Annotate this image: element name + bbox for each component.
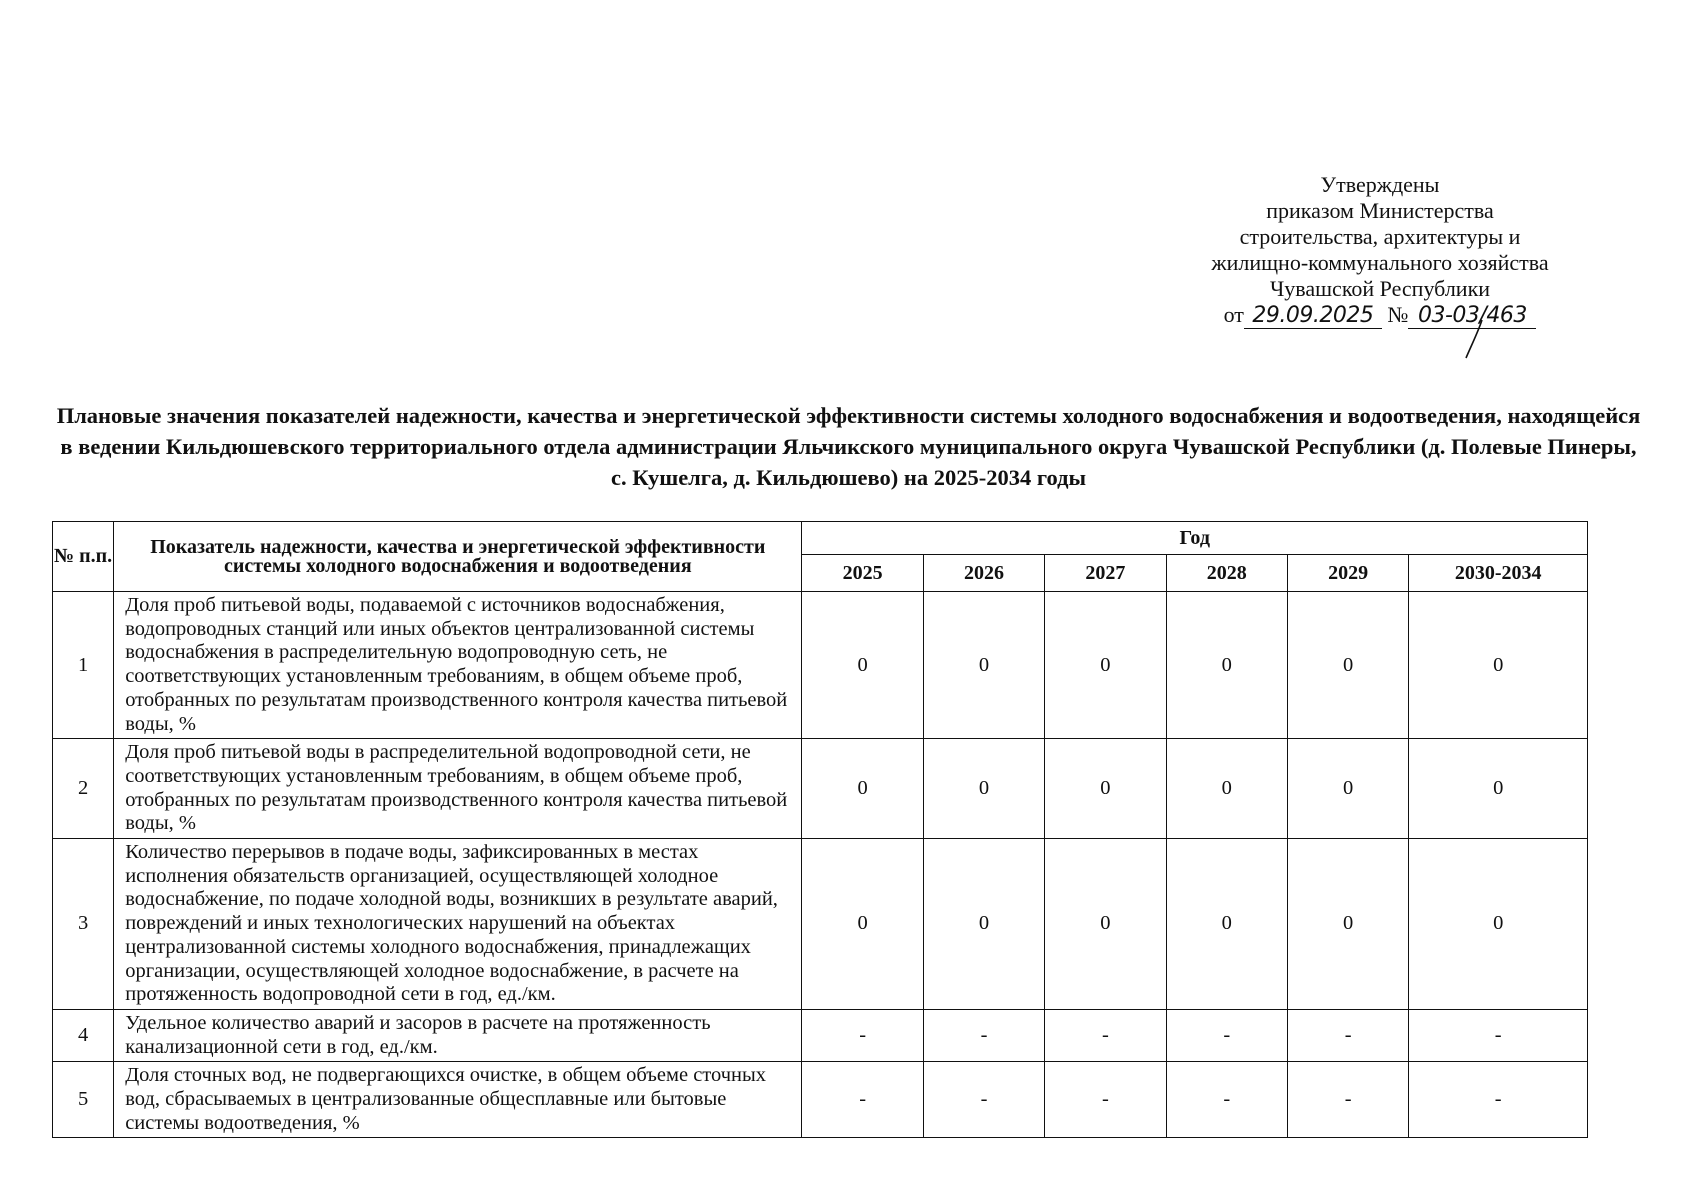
value-cell: - [802,1062,923,1138]
value-cell: 0 [1409,592,1588,739]
year-header: 2028 [1166,555,1287,592]
header-indicator: Показатель надежности, качества и энергетической эффективности системы холодного водоснабжения и водоотведения [114,522,802,592]
number-prefix: № [1387,302,1409,327]
year-header: 2025 [802,555,923,592]
indicators-table [52,521,1588,1138]
indicator-cell: Доля проб питьевой воды, подаваемой с источников водоснабжения, водопроводных станций или иных объектов централизованной системы водоснабжения в распределительную водопроводную сеть, не соответствующих установленным требованиям, в общем объеме проб, отобранных по результатам производственного контроля качества питьевой воды, % [114,592,802,739]
approval-line: приказом Министерства [1266,198,1494,223]
order-number: 03-03/463 [1408,304,1536,329]
date-prefix: от [1223,302,1244,327]
value-cell: 0 [923,592,1044,739]
row-number: 4 [53,1009,114,1061]
order-date: 29.09.2025 [1244,304,1382,329]
table-row [53,1009,1588,1061]
year-header: 2029 [1287,555,1408,592]
year-header: 2026 [923,555,1044,592]
value-cell: - [1166,1062,1287,1138]
table-row [53,1062,1588,1138]
row-number: 5 [53,1062,114,1138]
document-title: Плановые значения показателей надежности, качества и энергетической эффективности системы холодного водоснабжения и водоотведения, находящейся в ведении Кильдюшевского территориального отдела администрации Яльчикского муниципального округа Чувашской Республики (д. Полевые Пинеры, с. Кушелга, д. Кильдюшево) на 2025-2034 годы [56,403,1641,490]
value-cell: - [923,1009,1044,1061]
order-date-number [1150,302,1610,329]
value-cell: 0 [802,592,923,739]
value-cell: 0 [1166,592,1287,739]
indicator-cell: Количество перерывов в подаче воды, зафиксированных в местах исполнения обязательств организацией, осуществляющей холодное водоснабжение, по подаче холодной воды, возникших в результате аварий, повреждений и иных технологических нарушений на объектах централизованной системы холодного водоснабжения, принадлежащих организации, осуществляющей холодное водоснабжение, в расчете на протяженность водопроводной сети в год, ед./км. [114,839,802,1010]
value-cell: 0 [802,739,923,839]
value-cell: 0 [1045,592,1166,739]
approval-line: Утверждены [1320,172,1440,197]
value-cell: - [923,1062,1044,1138]
row-number: 1 [53,592,114,739]
approval-line: Чувашской Республики [1269,276,1491,301]
approval-block [1150,172,1610,329]
value-cell: 0 [1287,592,1408,739]
header-year: Год [802,522,1588,555]
indicator-cell: Доля сточных вод, не подвергающихся очистке, в общем объеме сточных вод, сбрасываемых в централизованные общесплавные или бытовые системы водоотведения, % [114,1062,802,1138]
value-cell: - [1287,1009,1408,1061]
table-row [53,739,1588,839]
value-cell: 0 [1409,839,1588,1010]
value-cell: - [1287,1062,1408,1138]
value-cell: 0 [1287,839,1408,1010]
indicator-cell: Доля проб питьевой воды в распределительной водопроводной сети, не соответствующих установленным требованиям, в общем объеме проб, отобранных по результатам производственного контроля качества питьевой воды, % [114,739,802,839]
year-header: 2027 [1045,555,1166,592]
value-cell: 0 [923,839,1044,1010]
value-cell: 0 [1409,739,1588,839]
table-row [53,592,1588,739]
indicator-cell: Удельное количество аварий и засоров в расчете на протяженность канализационной сети в год, ед./км. [114,1009,802,1061]
table-row [53,839,1588,1010]
header-num: № п.п. [53,522,114,592]
value-cell: 0 [1166,839,1287,1010]
row-number: 3 [53,839,114,1010]
value-cell: 0 [1045,839,1166,1010]
value-cell: 0 [802,839,923,1010]
approval-line: жилищно-коммунального хозяйства [1211,250,1549,275]
value-cell: 0 [1045,739,1166,839]
value-cell: - [1045,1009,1166,1061]
value-cell: - [1166,1009,1287,1061]
row-number: 2 [53,739,114,839]
value-cell: 0 [1287,739,1408,839]
approval-line: строительства, архитектуры и [1239,224,1521,249]
value-cell: - [1045,1062,1166,1138]
value-cell: - [1409,1009,1588,1061]
value-cell: - [802,1009,923,1061]
year-header: 2030-2034 [1409,555,1588,592]
value-cell: 0 [923,739,1044,839]
value-cell: 0 [1166,739,1287,839]
handwritten-stroke [1462,318,1486,360]
value-cell: - [1409,1062,1588,1138]
